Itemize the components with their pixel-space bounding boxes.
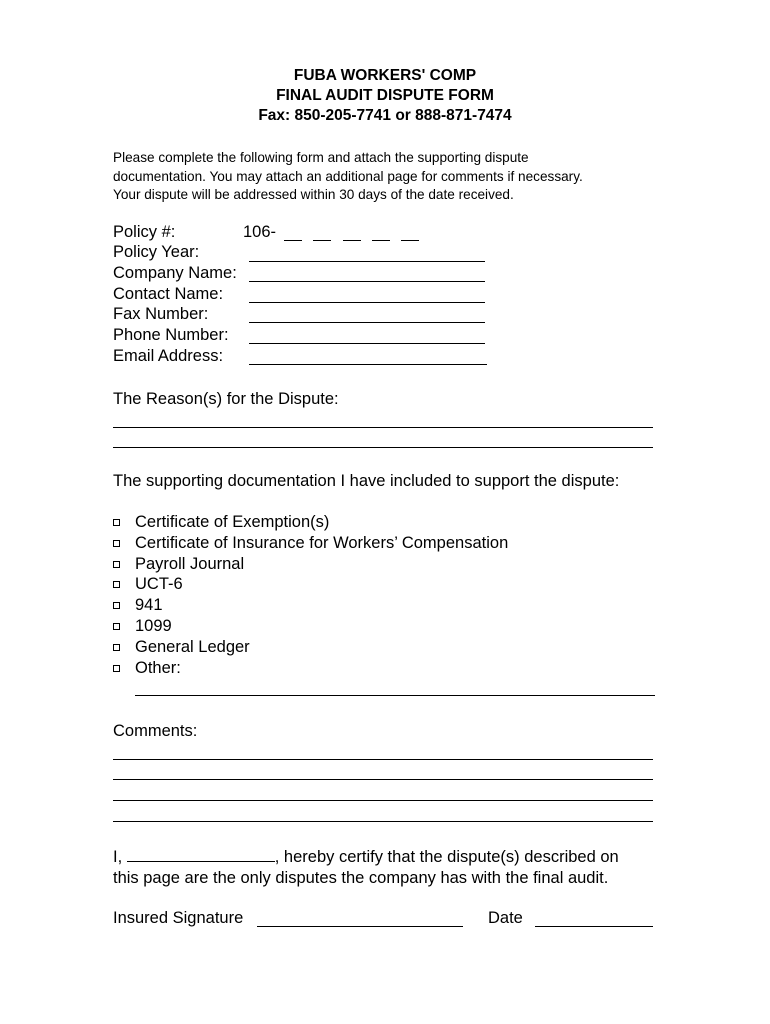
checkbox-icon[interactable] xyxy=(113,665,120,672)
fax-number-label: Fax Number: xyxy=(113,305,209,323)
policy-year-field[interactable] xyxy=(249,261,485,262)
certify-suffix: , hereby certify that the dispute(s) described on xyxy=(274,848,619,866)
phone-number-field[interactable] xyxy=(249,343,485,344)
fax-number-field[interactable] xyxy=(249,322,485,323)
reason-line[interactable] xyxy=(113,427,653,428)
checkbox-icon[interactable] xyxy=(113,602,120,609)
header-fax: Fax: 850-205-7741 or 888-871-7474 xyxy=(258,107,512,124)
intro-text xyxy=(113,149,673,205)
header-company: FUBA WORKERS' COMP xyxy=(293,67,477,84)
other-documentation-line[interactable] xyxy=(135,695,655,696)
checkbox-icon[interactable] xyxy=(113,623,120,630)
checkbox-icon[interactable] xyxy=(113,519,120,526)
policy-digit-blank[interactable] xyxy=(313,240,331,241)
contact-name-label: Contact Name: xyxy=(113,285,224,303)
comments-line[interactable] xyxy=(113,759,653,760)
company-name-field[interactable] xyxy=(249,281,485,282)
date-label: Date xyxy=(488,909,523,927)
reason-line[interactable] xyxy=(113,447,653,448)
certification-line-2: this page are the only disputes the company has with the final audit. xyxy=(113,869,609,887)
header-form-title: FINAL AUDIT DISPUTE FORM xyxy=(276,87,494,104)
policy-digit-blank[interactable] xyxy=(343,240,361,241)
intro-line-1: Please complete the following form and attach the supporting dispute xyxy=(113,150,529,165)
policy-number-label: Policy #: xyxy=(113,223,176,241)
comments-line[interactable] xyxy=(113,779,653,780)
checkbox-icon[interactable] xyxy=(113,540,120,547)
phone-number-label: Phone Number: xyxy=(113,326,229,344)
date-field[interactable] xyxy=(535,926,653,927)
policy-year-label: Policy Year: xyxy=(113,243,200,261)
email-address-label: Email Address: xyxy=(113,347,224,365)
comments-line[interactable] xyxy=(113,800,653,801)
comments-label: Comments: xyxy=(113,722,198,740)
signature-label: Insured Signature xyxy=(113,909,244,927)
certifier-name-field[interactable] xyxy=(127,845,275,862)
dispute-form-page: FUBA WORKERS' COMP FINAL AUDIT DISPUTE FORM Fax: 850-205-7741 or 888-871-7474 Please complete the following form and attach the supporting dispute documentation. You may attach an additional page for comments if necessary. Your dispute will be addressed within 30 days of the date received. Policy #: 106- Policy Year: Company Name: Contact Name: Fax Number: Phone Number: Email Address: The Reason(s) for the Dispute: The supporting documentation I have included to support the dispute: Certificate of Exemption(s) Certificate of Insurance for Workers’ Compensation Payroll Journal UCT-6 941 1099 General Ledger Other: Comments: I, , hereby certify that the dispute(s) described on this page are the only disputes the company has with the final audit. Insured Signature Date xyxy=(0,0,770,1024)
policy-digit-blank[interactable] xyxy=(284,240,302,241)
form-header xyxy=(0,66,770,126)
intro-line-3: Your dispute will be addressed within 30 days of the date received. xyxy=(113,187,514,202)
intro-line-2: documentation. You may attach an additional page for comments if necessary. xyxy=(113,168,583,184)
policy-digit-blank[interactable] xyxy=(372,240,390,241)
reason-label: The Reason(s) for the Dispute: xyxy=(113,390,339,408)
contact-name-field[interactable] xyxy=(249,302,485,303)
checkbox-icon[interactable] xyxy=(113,644,120,651)
checkbox-icon[interactable] xyxy=(113,561,120,568)
comments-line[interactable] xyxy=(113,821,653,822)
policy-digit-blank[interactable] xyxy=(401,240,419,241)
email-address-field[interactable] xyxy=(249,364,487,365)
policy-number-prefix: 106- xyxy=(243,223,277,241)
certify-prefix: I, xyxy=(113,848,127,866)
checkbox-icon[interactable] xyxy=(113,581,120,588)
signature-field[interactable] xyxy=(257,926,463,927)
company-name-label: Company Name: xyxy=(113,264,237,282)
certification-line-1 xyxy=(113,845,619,868)
documentation-label: The supporting documentation I have included to support the dispute: xyxy=(113,472,620,490)
